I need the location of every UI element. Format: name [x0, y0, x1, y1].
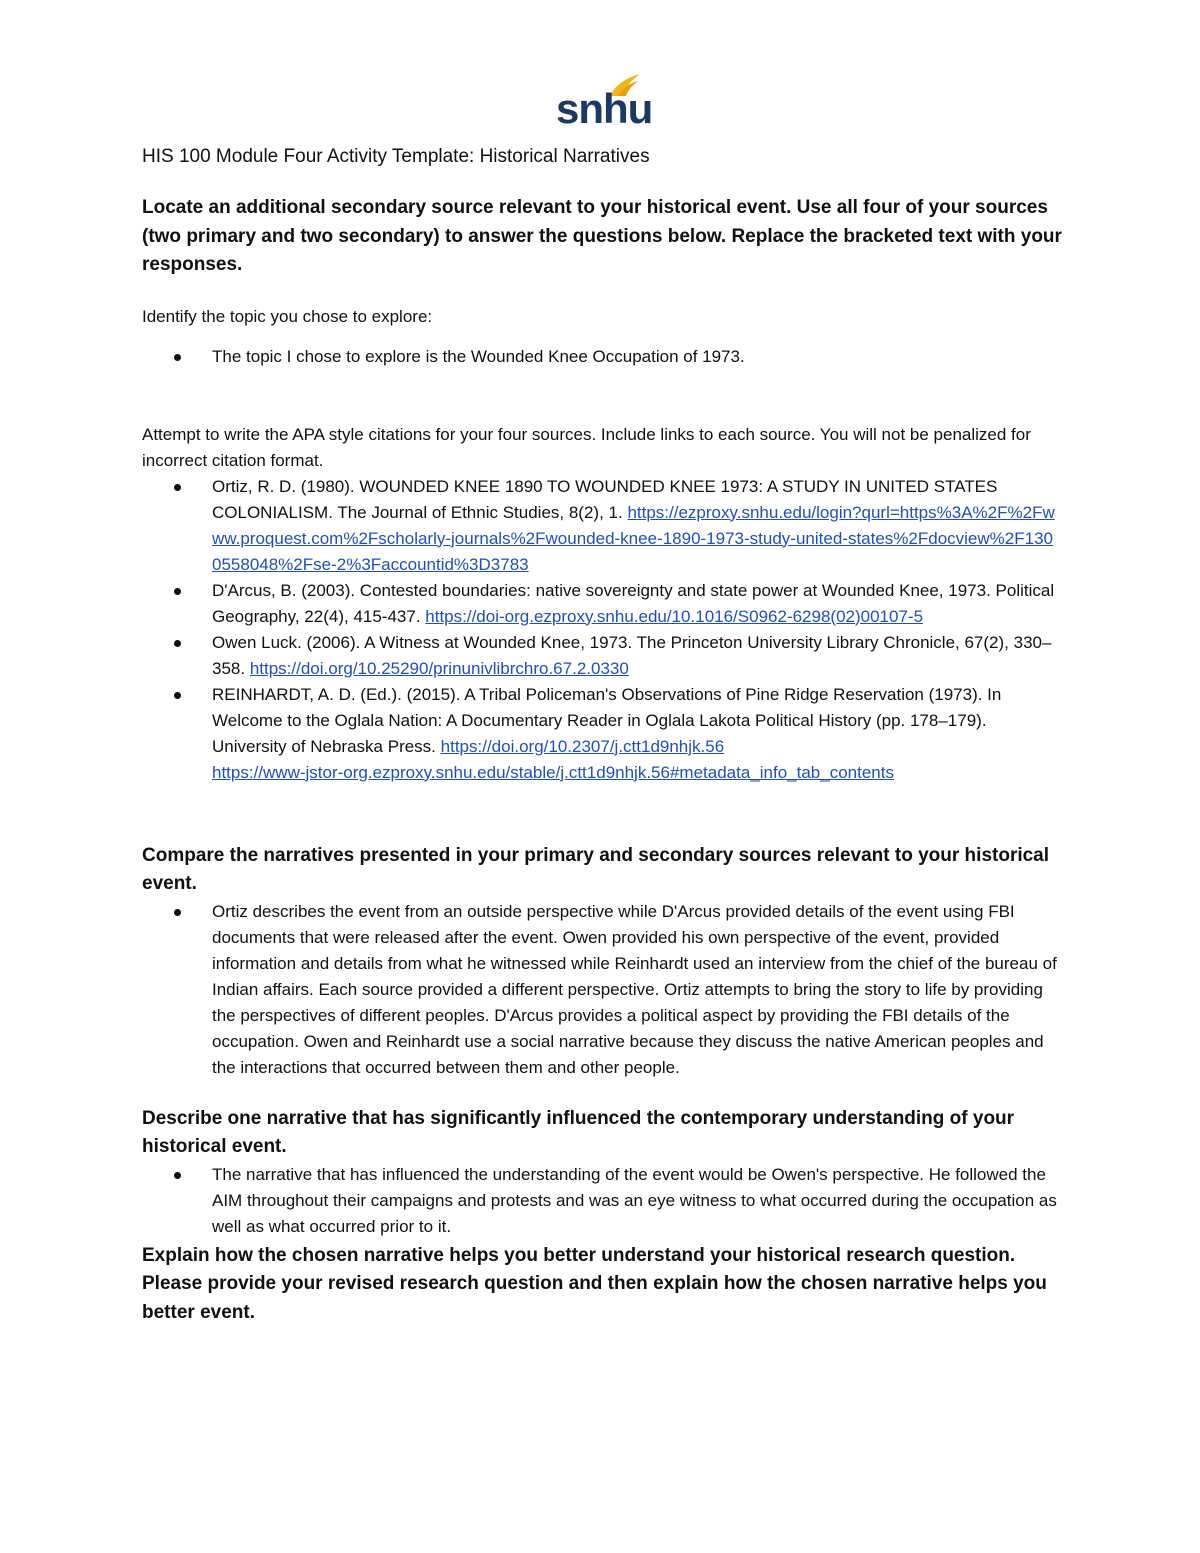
explain-question: Explain how the chosen narrative helps you better understand your historical research question. Please provide your revised research question and then explain how the chosen narrative helps you better event. — [142, 1244, 1047, 1323]
document-content — [142, 144, 1062, 1327]
citation-text: D'Arcus, B. (2003). Contested boundaries: native sovereignty and state power at Wounded Knee, 1973. Political Geography, 22(4), 415-437. — [212, 580, 1055, 626]
describe-question: Describe one narrative that has significantly influenced the contemporary understanding of your historical event. — [142, 1107, 1015, 1157]
citation-link[interactable]: https://ezproxy.snhu.edu/login?qurl=https%3A%2F%2Fwww.proquest.com%2Fscholarly-journals%2Fwounded-knee-1890-1973-study-united-states%2Fdocview%2F1300558048%2Fse-2%3Faccountid%3D3783 — [212, 502, 1055, 574]
citation-text: Ortiz, R. D. (1980). WOUNDED KNEE 1890 TO WOUNDED KNEE 1973: A STUDY IN UNITED STATES COLONIALISM. The Journal of Ethnic Studies, 8(2), 1. — [212, 476, 998, 522]
logo-wordmark: snhu — [556, 85, 653, 132]
topic-list — [142, 344, 1062, 370]
citation-item — [142, 474, 1062, 578]
citation-item — [142, 682, 1062, 786]
snhu-logo — [556, 72, 653, 132]
citation-text: REINHARDT, A. D. (Ed.). (2015). A Tribal Policeman's Observations of Pine Ridge Reservation (1973). In Welcome to the Oglala Nation: A Documentary Reader in Oglala Lakota Political History (pp. 178–179). University of Nebraska Press. — [212, 684, 1002, 756]
citation-link[interactable]: https://doi-org.ezproxy.snhu.edu/10.1016/S0962-6298(02)00107-5 — [425, 606, 924, 626]
describe-list — [142, 1162, 1062, 1240]
compare-question: Compare the narratives presented in your primary and secondary sources relevant to your historical event. — [142, 844, 1050, 894]
compare-list — [142, 899, 1062, 1081]
citation-link[interactable]: https://doi.org/10.2307/j.ctt1d9nhjk.56 — [440, 736, 725, 756]
citation-item — [142, 578, 1062, 630]
compare-answer: Ortiz describes the event from an outside perspective while D'Arcus provided details of the event using FBI documents that were released after the event. Owen provided his own perspective of the event, provided information and details from what he witnessed while Reinhardt used an interview from the chief of the bureau of Indian affairs. Each source provided a different perspective. Ortiz attempts to bring the story to life by providing the perspectives of different peoples. D'Arcus provides a political aspect by providing the FBI details of the occupation. Owen and Reinhardt use a social narrative because they discuss the native American peoples and the interactions that occurred between them and other people. — [142, 899, 1062, 1081]
page-title: HIS 100 Module Four Activity Template: Historical Narratives — [142, 146, 650, 167]
topic-answer: The topic I chose to explore is the Wounded Knee Occupation of 1973. — [142, 344, 1062, 370]
topic-prompt: Identify the topic you chose to explore: — [142, 306, 433, 326]
citation-link-secondary[interactable]: https://www-jstor-org.ezproxy.snhu.edu/stable/j.ctt1d9nhjk.56#metadata_info_tab_contents — [212, 762, 894, 782]
citation-item — [142, 630, 1062, 682]
describe-answer: The narrative that has influenced the understanding of the event would be Owen's perspective. He followed the AIM throughout their campaigns and protests and was an eye witness to what occurred during the occupation as well as what occurred prior to it. — [142, 1162, 1062, 1240]
citations-prompt: Attempt to write the APA style citations for your four sources. Include links to each source. You will not be penalized for incorrect citation format. — [142, 424, 1031, 470]
citation-link[interactable]: https://doi.org/10.25290/prinunivlibrchro.67.2.0330 — [249, 658, 629, 678]
citation-text: Owen Luck. (2006). A Witness at Wounded Knee, 1973. The Princeton University Library Chronicle, 67(2), 330–358. — [212, 632, 1052, 678]
citations-list — [142, 474, 1062, 786]
instructions: Locate an additional secondary source relevant to your historical event. Use all four of your sources (two primary and two secondary) to answer the questions below. Replace the bracketed text with your responses. — [142, 197, 1062, 275]
